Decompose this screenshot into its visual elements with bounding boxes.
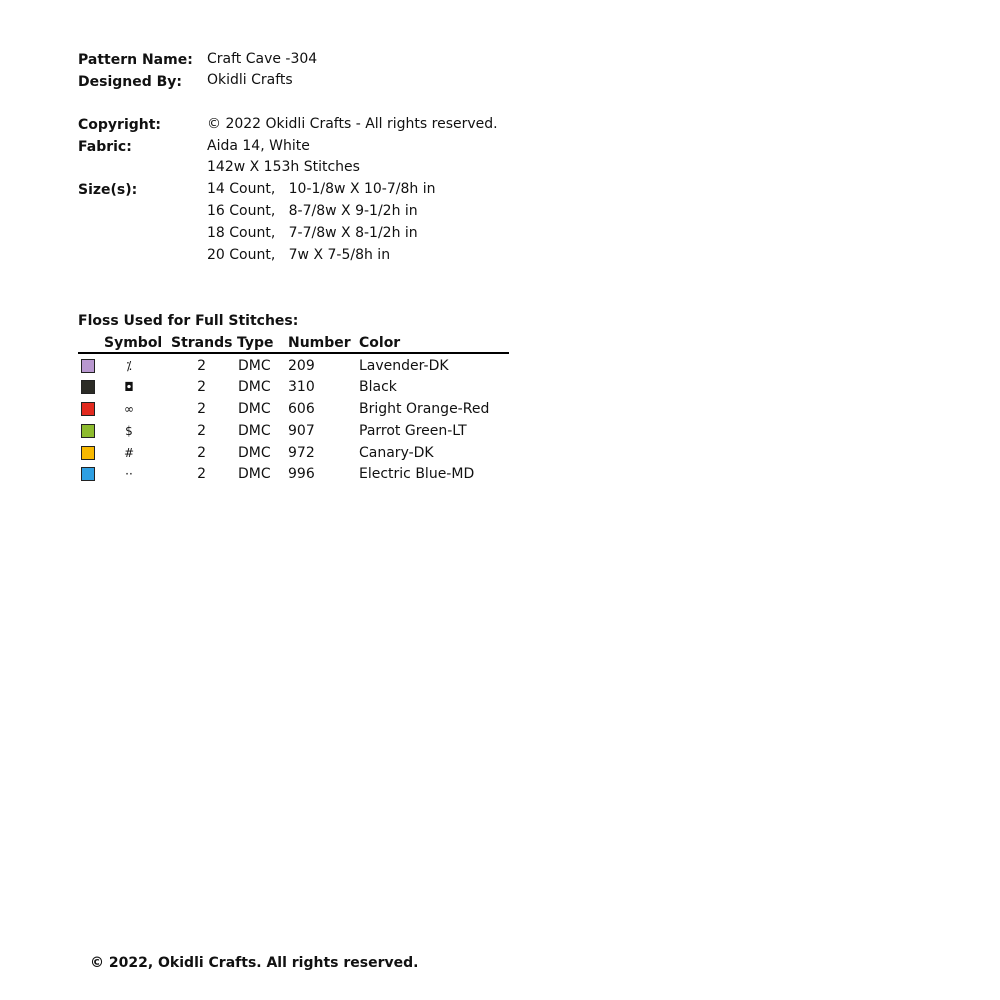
number-cell: 310 xyxy=(288,379,315,395)
label-pattern-name: Pattern Name: xyxy=(78,52,193,68)
type-cell: DMC xyxy=(238,401,271,417)
strands-cell: 2 xyxy=(197,401,206,417)
header-color: Color xyxy=(359,335,401,351)
color-name-cell: Bright Orange-Red xyxy=(359,401,490,417)
value-pattern-name: Craft Cave -304 xyxy=(207,51,318,67)
value-size-14: 14 Count, 10-1/8w X 10-7/8h in xyxy=(207,181,436,197)
value-size-18: 18 Count, 7-7/8w X 8-1/2h in xyxy=(207,225,418,241)
type-cell: DMC xyxy=(238,358,271,374)
symbol-icon: # xyxy=(123,446,135,460)
color-name-cell: Lavender-DK xyxy=(359,358,449,374)
header-type: Type xyxy=(237,335,274,351)
number-cell: 606 xyxy=(288,401,315,417)
header-strands: Strands xyxy=(171,335,233,351)
strands-cell: 2 xyxy=(197,423,206,439)
color-swatch xyxy=(81,424,95,438)
number-cell: 907 xyxy=(288,423,315,439)
color-swatch xyxy=(81,380,95,394)
color-swatch xyxy=(81,446,95,460)
symbol-icon: ·· xyxy=(125,467,133,481)
color-name-cell: Black xyxy=(359,379,397,395)
value-designed-by: Okidli Crafts xyxy=(207,72,293,88)
color-swatch xyxy=(81,467,95,481)
strands-cell: 2 xyxy=(197,379,206,395)
color-name-cell: Electric Blue-MD xyxy=(359,466,475,482)
type-cell: DMC xyxy=(238,423,271,439)
value-size-20: 20 Count, 7w X 7-5/8h in xyxy=(207,247,391,263)
value-fabric: Aida 14, White xyxy=(207,138,310,154)
number-cell: 972 xyxy=(288,445,315,461)
header-divider xyxy=(78,352,509,354)
label-designed-by: Designed By: xyxy=(78,74,183,90)
value-size-16: 16 Count, 8-7/8w X 9-1/2h in xyxy=(207,203,418,219)
type-cell: DMC xyxy=(238,445,271,461)
label-copyright: Copyright: xyxy=(78,117,162,133)
value-stitches: 142w X 153h Stitches xyxy=(207,159,360,175)
symbol-icon: ∞ xyxy=(124,402,134,416)
color-swatch xyxy=(81,359,95,373)
header-number: Number xyxy=(288,335,351,351)
value-copyright: © 2022 Okidli Crafts - All rights reserved. xyxy=(207,116,498,132)
number-cell: 996 xyxy=(288,466,315,482)
label-fabric: Fabric: xyxy=(78,139,132,155)
color-name-cell: Parrot Green-LT xyxy=(359,423,467,439)
symbol-icon: $ xyxy=(125,424,133,438)
number-cell: 209 xyxy=(288,358,315,374)
strands-cell: 2 xyxy=(197,466,206,482)
type-cell: DMC xyxy=(238,379,271,395)
symbol-icon: ⁒ xyxy=(126,359,132,373)
type-cell: DMC xyxy=(238,466,271,482)
strands-cell: 2 xyxy=(197,445,206,461)
label-sizes: Size(s): xyxy=(78,182,138,198)
floss-title: Floss Used for Full Stitches: xyxy=(78,313,299,329)
footer-copyright: © 2022, Okidli Crafts. All rights reserved. xyxy=(90,955,419,971)
header-symbol: Symbol xyxy=(104,335,163,351)
strands-cell: 2 xyxy=(197,358,206,374)
color-swatch xyxy=(81,402,95,416)
symbol-icon: ◘ xyxy=(124,380,134,394)
color-name-cell: Canary-DK xyxy=(359,445,434,461)
